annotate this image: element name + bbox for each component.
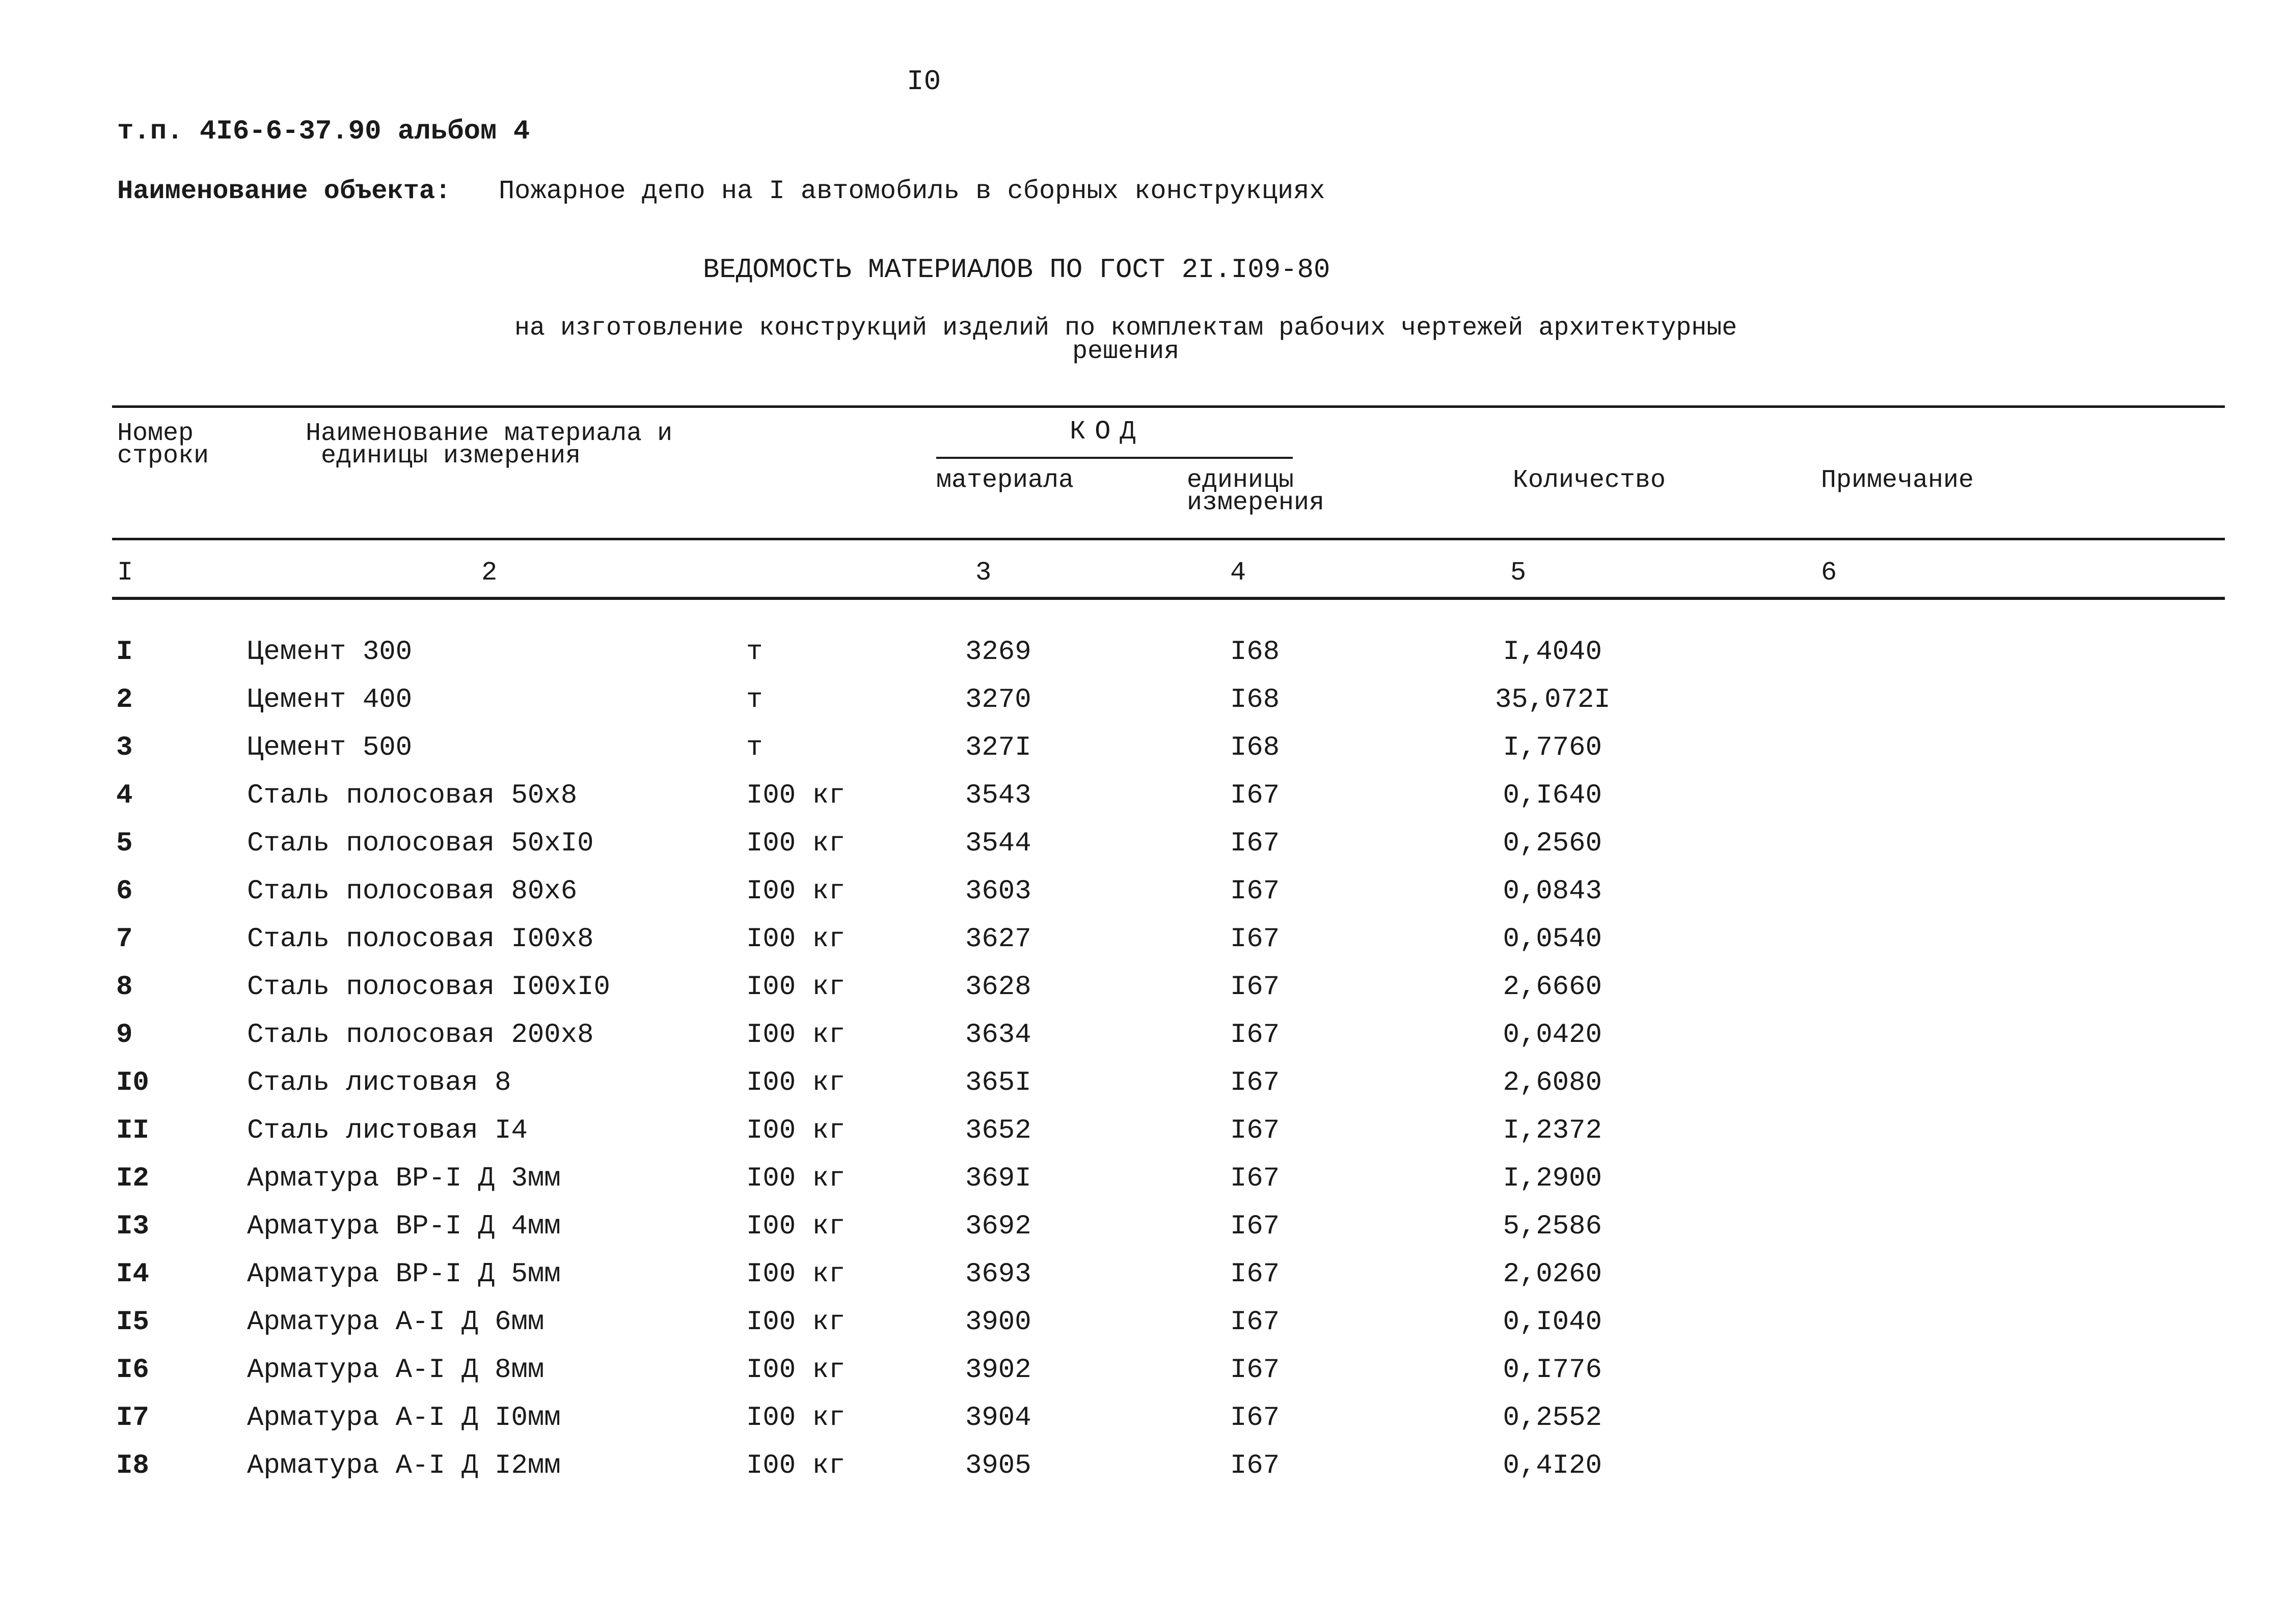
material-name-cell: Арматура ВР-I Д 5мм [247, 1259, 561, 1290]
unit-cell: т [746, 732, 763, 763]
quantity-cell: 2,6080 [1503, 1067, 1602, 1098]
code-header-rule [936, 457, 1293, 459]
row-number-cell: I6 [116, 1355, 149, 1386]
material-code-cell: 3628 [965, 972, 1031, 1003]
material-code-cell: 3905 [965, 1450, 1031, 1481]
unit-code-cell: I68 [1230, 637, 1280, 668]
unit-code-cell: I67 [1230, 1211, 1280, 1242]
column-number-rule [112, 597, 2225, 600]
table-row [0, 876, 2286, 924]
unit-code-cell: I67 [1230, 876, 1280, 907]
quantity-cell: I,7760 [1503, 732, 1602, 763]
table-row [0, 1115, 2286, 1163]
unit-cell: I00 кг [746, 780, 846, 811]
unit-cell: I00 кг [746, 1115, 846, 1146]
table-row [0, 1020, 2286, 1067]
table-row [0, 1355, 2286, 1402]
quantity-cell: 0,0420 [1503, 1020, 1602, 1051]
table-row [0, 972, 2286, 1020]
material-name-cell: Арматура ВР-I Д 4мм [247, 1211, 561, 1242]
unit-code-cell: I68 [1230, 684, 1280, 715]
materials-table-body [0, 637, 2286, 1498]
unit-code-cell: I67 [1230, 1163, 1280, 1194]
material-name-cell: Сталь полосовая 50х8 [247, 780, 578, 811]
material-code-cell: 3603 [965, 876, 1031, 907]
row-number-cell: 8 [116, 972, 133, 1003]
material-name-cell: Цемент 500 [247, 732, 413, 763]
unit-cell: т [746, 684, 763, 715]
quantity-cell: 5,2586 [1503, 1211, 1602, 1242]
row-number-cell: I5 [116, 1307, 149, 1338]
material-name-cell: Арматура А-I Д 6мм [247, 1307, 545, 1338]
unit-code-cell: I67 [1230, 924, 1280, 955]
row-number-cell: 4 [116, 780, 133, 811]
unit-cell: I00 кг [746, 1067, 846, 1098]
table-row [0, 1067, 2286, 1115]
table-row [0, 924, 2286, 972]
material-code-cell: 369I [965, 1163, 1031, 1194]
material-name-cell: Арматура А-I Д I2мм [247, 1450, 561, 1481]
row-number-cell: 6 [116, 876, 133, 907]
material-name-cell: Цемент 400 [247, 684, 413, 715]
unit-cell: I00 кг [746, 1163, 846, 1194]
unit-cell: I00 кг [746, 1020, 846, 1051]
header-quantity: Количество [1513, 466, 1666, 495]
unit-cell: I00 кг [746, 1450, 846, 1481]
material-code-cell: 3692 [965, 1211, 1031, 1242]
material-code-cell: 3543 [965, 780, 1031, 811]
unit-code-cell: I68 [1230, 732, 1280, 763]
material-code-cell: 3693 [965, 1259, 1031, 1290]
table-row [0, 1163, 2286, 1211]
row-number-cell: I2 [116, 1163, 149, 1194]
object-line [117, 176, 1325, 206]
quantity-cell: 0,0843 [1503, 876, 1602, 907]
unit-code-cell: I67 [1230, 828, 1280, 859]
unit-cell: I00 кг [746, 1259, 846, 1290]
quantity-cell: I,2900 [1503, 1163, 1602, 1194]
unit-cell: I00 кг [746, 1355, 846, 1386]
table-row [0, 684, 2286, 732]
material-name-cell: Арматура А-I Д I0мм [247, 1402, 561, 1434]
material-name-cell: Цемент 300 [247, 637, 413, 668]
material-name-cell: Сталь полосовая 200х8 [247, 1020, 594, 1051]
column-number: 5 [1510, 558, 1527, 588]
unit-cell: I00 кг [746, 1402, 846, 1434]
material-name-cell: Сталь полосовая I00х8 [247, 924, 594, 955]
unit-cell: I00 кг [746, 1307, 846, 1338]
material-code-cell: 3652 [965, 1115, 1031, 1146]
quantity-cell: 0,I640 [1503, 780, 1602, 811]
table-top-rule [112, 405, 2225, 408]
material-code-cell: 3902 [965, 1355, 1031, 1386]
unit-cell: I00 кг [746, 1211, 846, 1242]
row-number-cell: I8 [116, 1450, 149, 1481]
material-code-cell: 3270 [965, 684, 1031, 715]
header-material-code: материала [936, 466, 1074, 495]
document-reference: т.п. 4I6-6-37.90 альбом 4 [117, 116, 530, 147]
subtitle-line-1: на изготовление конструкций изделий по комплектам рабочих чертежей архитектурные [514, 314, 1737, 343]
row-number-cell: I [116, 637, 133, 668]
row-number-cell: I4 [116, 1259, 149, 1290]
material-name-cell: Сталь полосовая 50хI0 [247, 828, 594, 859]
quantity-cell: 0,I040 [1503, 1307, 1602, 1338]
unit-code-cell: I67 [1230, 1259, 1280, 1290]
row-number-cell: II [116, 1115, 149, 1146]
table-row [0, 828, 2286, 876]
header-divider-rule [112, 538, 2225, 540]
unit-cell: I00 кг [746, 924, 846, 955]
column-number: 6 [1821, 558, 1837, 588]
material-code-cell: 3904 [965, 1402, 1031, 1434]
column-number: 3 [975, 558, 992, 588]
column-number: I [117, 558, 133, 588]
page-number: I0 [907, 65, 941, 98]
material-name-cell: Сталь полосовая 80х6 [247, 876, 578, 907]
table-row [0, 1450, 2286, 1498]
row-number-cell: I3 [116, 1211, 149, 1242]
unit-code-cell: I67 [1230, 1067, 1280, 1098]
table-row [0, 1307, 2286, 1355]
object-label: Наименование объекта: [117, 176, 451, 206]
unit-code-cell: I67 [1230, 1450, 1280, 1481]
column-number: 4 [1230, 558, 1246, 588]
material-code-cell: 3544 [965, 828, 1031, 859]
table-row [0, 1402, 2286, 1450]
row-number-cell: 9 [116, 1020, 133, 1051]
table-row [0, 780, 2286, 828]
table-row [0, 732, 2286, 780]
unit-code-cell: I67 [1230, 1115, 1280, 1146]
unit-cell: I00 кг [746, 828, 846, 859]
material-code-cell: 3627 [965, 924, 1031, 955]
unit-cell: I00 кг [746, 876, 846, 907]
table-row [0, 637, 2286, 684]
quantity-cell: 35,072I [1495, 684, 1611, 715]
header-unit-code: единицы измерения [1187, 466, 1325, 517]
object-name: Пожарное депо на I автомобиль в сборных конструкциях [498, 176, 1325, 206]
subtitle-line-2: решения [1072, 337, 1180, 366]
table-row [0, 1259, 2286, 1307]
header-material-name: Наименование материала и единицы измерения [306, 419, 673, 471]
unit-code-cell: I67 [1230, 1307, 1280, 1338]
column-number: 2 [481, 558, 498, 588]
material-code-cell: 365I [965, 1067, 1031, 1098]
unit-cell: т [746, 637, 763, 668]
subtitle [514, 314, 1737, 366]
quantity-cell: 2,6660 [1503, 972, 1602, 1003]
header-row-number: Номер строки [117, 419, 209, 471]
material-code-cell: 3634 [965, 1020, 1031, 1051]
header-code: КОД [1070, 417, 1145, 447]
unit-code-cell: I67 [1230, 1355, 1280, 1386]
row-number-cell: 3 [116, 732, 133, 763]
material-code-cell: 3900 [965, 1307, 1031, 1338]
unit-code-cell: I67 [1230, 972, 1280, 1003]
quantity-cell: 0,I776 [1503, 1355, 1602, 1386]
quantity-cell: I,4040 [1503, 637, 1602, 668]
material-name-cell: Сталь листовая 8 [247, 1067, 511, 1098]
quantity-cell: 0,2560 [1503, 828, 1602, 859]
header-note: Примечание [1821, 466, 1974, 495]
material-code-cell: 3269 [965, 637, 1031, 668]
quantity-cell: 0,4I20 [1503, 1450, 1602, 1481]
quantity-cell: 0,0540 [1503, 924, 1602, 955]
unit-code-cell: I67 [1230, 1402, 1280, 1434]
material-code-cell: 327I [965, 732, 1031, 763]
material-name-cell: Сталь листовая I4 [247, 1115, 528, 1146]
quantity-cell: I,2372 [1503, 1115, 1602, 1146]
unit-cell: I00 кг [746, 972, 846, 1003]
statement-title: ВЕДОМОСТЬ МАТЕРИАЛОВ ПО ГОСТ 2I.I09-80 [703, 255, 1330, 286]
material-name-cell: Арматура ВР-I Д 3мм [247, 1163, 561, 1194]
table-row [0, 1211, 2286, 1259]
row-number-cell: I7 [116, 1402, 149, 1434]
row-number-cell: 2 [116, 684, 133, 715]
unit-code-cell: I67 [1230, 1020, 1280, 1051]
quantity-cell: 0,2552 [1503, 1402, 1602, 1434]
material-name-cell: Сталь полосовая I00хI0 [247, 972, 610, 1003]
material-name-cell: Арматура А-I Д 8мм [247, 1355, 545, 1386]
unit-code-cell: I67 [1230, 780, 1280, 811]
quantity-cell: 2,0260 [1503, 1259, 1602, 1290]
row-number-cell: 5 [116, 828, 133, 859]
row-number-cell: I0 [116, 1067, 149, 1098]
row-number-cell: 7 [116, 924, 133, 955]
